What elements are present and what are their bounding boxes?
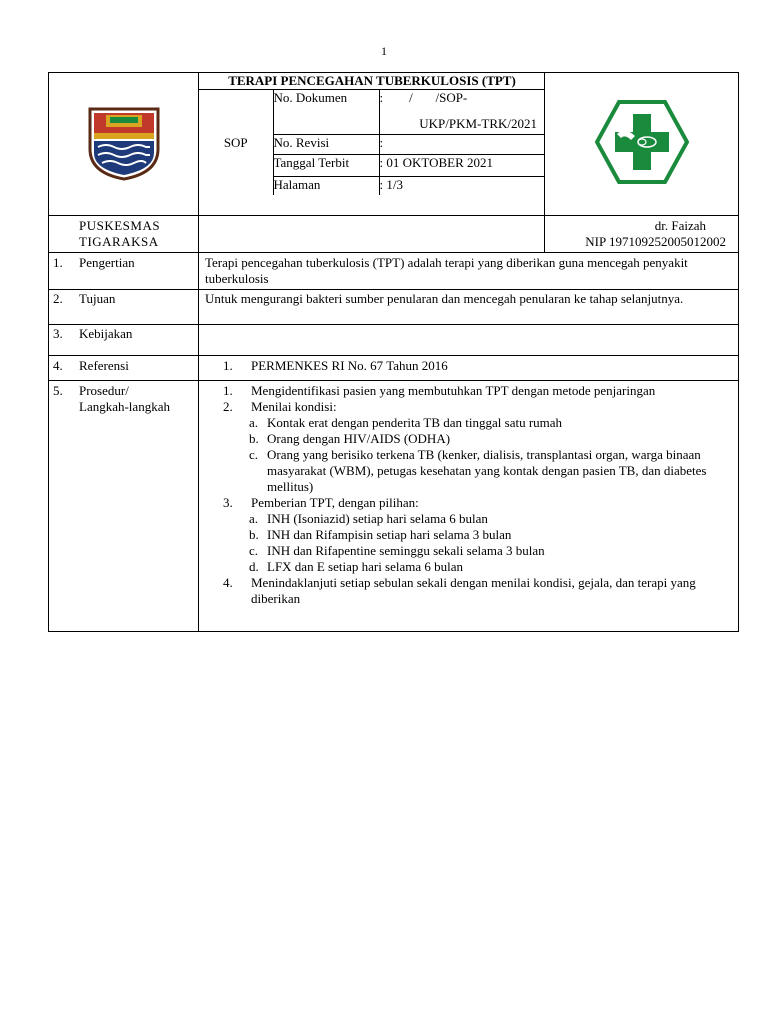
list-item: d. LFX dan E setiap hari selama 6 bulan bbox=[249, 559, 464, 574]
organization-cell bbox=[49, 216, 199, 253]
procedure-step: 3. Pemberian TPT, dengan pilihan: a. INH (Isoniazid) setiap hari selama 6 bulan b. INH dan Rifampisin setiap hari selama 3 bulan c. INH dan Rifapentine seminggu sekali selama 3 bulan d. LFX dan E setiap hari selama 6 bulan bbox=[223, 495, 714, 575]
signer-nip: NIP 197109252005012002 bbox=[585, 234, 726, 249]
procedure-step: 1. Mengidentifikasi pasien yang membutuhkan TPT dengan metode penjaringan bbox=[223, 383, 656, 398]
puskesmas-cross-icon bbox=[595, 100, 689, 184]
signer-name: dr. Faizah bbox=[654, 218, 706, 233]
field-label-document-number: No. Dokumen bbox=[273, 90, 379, 135]
organization-name-line2: TIGARAKSA bbox=[79, 234, 159, 249]
row-label-kebijakan: 3. Kebijakan bbox=[49, 325, 199, 356]
puskesmas-logo-cell bbox=[545, 73, 739, 216]
row-label-prosedur: 5. Prosedur/ Langkah-langkah bbox=[49, 381, 199, 632]
row-label-referensi: 4. Referensi bbox=[49, 356, 199, 381]
field-value-revision: : bbox=[379, 135, 545, 155]
list-item: a. INH (Isoniazid) setiap hari selama 6 bulan bbox=[249, 511, 488, 526]
field-value-issue-date: : 01 OKTOBER 2021 bbox=[379, 155, 545, 177]
empty-header-cell bbox=[199, 216, 545, 253]
regional-logo-cell bbox=[49, 73, 199, 216]
row-text-pengertian: Terapi pencegahan tuberkulosis (TPT) adalah terapi yang diberikan guna mencegah penyakit tuberkulosis bbox=[199, 253, 739, 290]
row-label-pengertian: 1. Pengertian bbox=[49, 253, 199, 290]
document-title: TERAPI PENCEGAHAN TUBERKULOSIS (TPT) bbox=[199, 73, 545, 90]
tangerang-crest-icon bbox=[86, 103, 162, 181]
list-item: b. INH dan Rifampisin setiap hari selama 3 bulan bbox=[249, 527, 512, 542]
row-text-referensi: 1. PERMENKES RI No. 67 Tahun 2016 bbox=[199, 356, 739, 381]
field-value-page: : 1/3 bbox=[379, 177, 545, 196]
field-label-issue-date: Tanggal Terbit bbox=[273, 155, 379, 177]
row-text-prosedur bbox=[199, 381, 739, 632]
signer-cell bbox=[545, 216, 739, 253]
row-text-kebijakan bbox=[199, 325, 739, 356]
reference-item: PERMENKES RI No. 67 Tahun 2016 bbox=[251, 358, 448, 373]
list-item: b. Orang dengan HIV/AIDS (ODHA) bbox=[249, 431, 451, 446]
row-label-tujuan: 2. Tujuan bbox=[49, 290, 199, 325]
procedure-step: 4. Menindaklanjuti setiap sebulan sekali dengan menilai kondisi, gejala, dan terapi yang diberikan bbox=[223, 575, 696, 606]
field-label-page: Halaman bbox=[273, 177, 379, 196]
page-number: 1 bbox=[381, 44, 387, 58]
sop-table bbox=[48, 72, 739, 632]
list-item: c. INH dan Rifapentine seminggu sekali selama 3 bulan bbox=[249, 543, 545, 558]
sop-label: SOP bbox=[199, 90, 273, 196]
procedure-step: 2. Menilai kondisi: a. Kontak erat dengan penderita TB dan tinggal satu rumah b. Orang dengan HIV/AIDS (ODHA) c. Orang yang berisiko terkena TB (kenker, dialisis, transplantasi organ, warga binaan masyarakat (WBM), petugas kesehatan yang kontak dengan pasien TB, dan diabetes mellitus) bbox=[223, 399, 714, 495]
organization-name-line1: PUSKESMAS bbox=[79, 218, 161, 233]
field-value-document-number: : / /SOP- UKP/PKM-TRK/2021 bbox=[379, 90, 545, 135]
list-item: a. Kontak erat dengan penderita TB dan tinggal satu rumah bbox=[249, 415, 563, 430]
list-item: c. Orang yang berisiko terkena TB (kenker, dialisis, transplantasi organ, warga binaan masyarakat (WBM), petugas kesehatan yang kontak dengan pasien TB, dan diabetes mellitus) bbox=[249, 447, 707, 494]
row-text-tujuan: Untuk mengurangi bakteri sumber penularan dan mencegah penularan ke tahap selanjutnya. bbox=[199, 290, 739, 325]
field-label-revision: No. Revisi bbox=[273, 135, 379, 155]
header-info-table bbox=[199, 73, 545, 195]
